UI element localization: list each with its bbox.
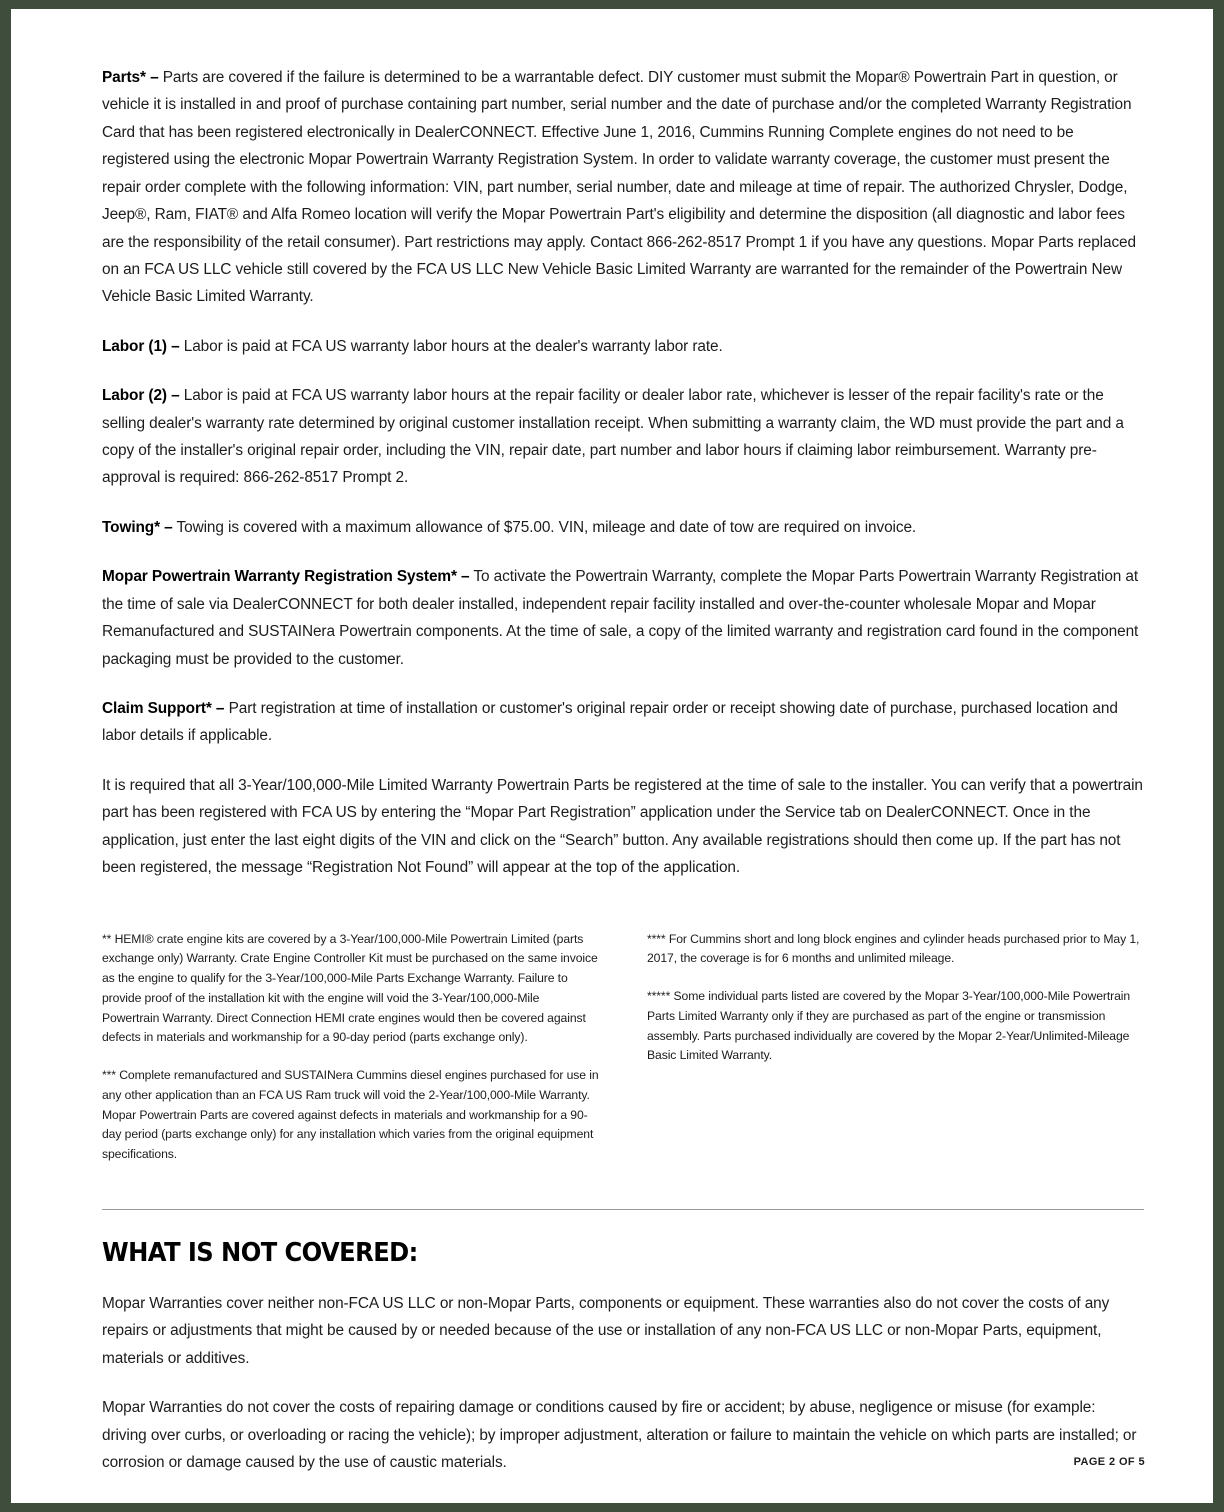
section-divider	[102, 1209, 1144, 1210]
page-content	[102, 64, 1144, 1499]
paragraph-body: It is required that all 3-Year/100,000-Mile Limited Warranty Powertrain Parts be registered at the time of sale to the installer. You can verify that a powertrain part has been registered with FCA US by entering the “Mopar Part Registration” application under the Service tab on DealerCONNECT. Once in the application, just enter the last eight digits of the VIN and click on the “Search” button. Any available registrations should then come up. If the part has not been registered, the message “Registration Not Found” will appear at the top of the application.	[102, 776, 1143, 877]
footnote-item: *** Complete remanufactured and SUSTAINera Cummins diesel engines purchased for use in any other application than an FCA US Ram truck will void the 2-Year/100,000-Mile Warranty. Mopar Powertrain Parts are covered against defects in materials and workmanship for a 90-day period (parts exchange only) for any installation which varies from the original equipment specifications.	[102, 1068, 599, 1162]
footnotes	[102, 930, 1144, 1183]
footnotes-right-column	[647, 930, 1144, 1183]
paragraph-lead: Labor (2) –	[102, 387, 180, 405]
paragraph-labor-2	[102, 382, 1144, 492]
footnotes-left-column	[102, 930, 599, 1183]
paragraph-body: Labor is paid at FCA US warranty labor hours at the repair facility or dealer labor rate, whichever is lesser of the repair facility's rate or the selling dealer's warranty rate determined by original customer installation receipt. When submitting a warranty claim, the WD must provide the part and a copy of the installer's original repair order, including the VIN, repair date, part number and labor hours if claiming labor reimbursement. Warranty pre-approval is required: 866-262-8517 Prompt 2.	[102, 387, 1124, 487]
paragraph-not-covered-1: Mopar Warranties cover neither non-FCA US LLC or non-Mopar Parts, components or equipment. These warranties also do not cover the costs of any repairs or adjustments that might be caused by or needed because of the use or installation of any non-FCA US LLC or non-Mopar Parts, equipment, materials or additives.	[102, 1294, 1110, 1367]
paragraph-lead: Towing* –	[102, 518, 173, 536]
footnote-item: **** For Cummins short and long block engines and cylinder heads purchased prior to May 1, 2017, the coverage is for 6 months and unlimited mileage.	[647, 931, 1140, 966]
paragraph-lead: Parts* –	[102, 69, 159, 86]
paragraph-body: Towing is covered with a maximum allowance of $75.00. VIN, mileage and date of tow are required on invoice.	[172, 518, 917, 536]
paragraph-parts	[102, 64, 1144, 311]
paragraph-not-covered-2: Mopar Warranties do not cover the costs of repairing damage or conditions caused by fire or accident; by abuse, negligence or misuse (for example: driving over curbs, or overloading or racing the vehicle); by improper adjustment, alteration or failure to maintain the vehicle on which parts are installed; or corrosion or damage caused by the use of caustic materials.	[102, 1399, 1137, 1472]
section-heading-not-covered: WHAT IS NOT COVERED:	[102, 1237, 418, 1268]
paragraph-body: Labor is paid at FCA US warranty labor hours at the dealer's warranty labor rate.	[179, 337, 723, 355]
paragraph-body: To activate the Powertrain Warranty, complete the Mopar Parts Powertrain Warranty Registration at the time of sale via DealerCONNECT for both dealer installed, independent repair facility installed and over-the-counter wholesale Mopar and Mopar Remanufactured and SUSTAINera Powertrain components. At the time of sale, a copy of the limited warranty and registration card found in the component packaging must be provided to the customer.	[102, 568, 1139, 668]
paragraph-lead: Mopar Powertrain Warranty Registration System* –	[102, 568, 470, 586]
paragraph-body: Parts are covered if the failure is determined to be a warrantable defect. DIY customer must submit the Mopar® Powertrain Part in question, or vehicle it is installed in and proof of purchase containing part number, serial number and the date of purchase and/or the completed Warranty Registration Card that has been registered electronically in DealerCONNECT. Effective June 1, 2016, Cummins Running Complete engines do not need to be registered using the electronic Mopar Powertrain Warranty Registration System. In order to validate warranty coverage, the customer must present the repair order complete with the following information: VIN, part number, serial number, date and mileage at time of repair. The authorized Chrysler, Dodge, Jeep®, Ram, FIAT® and Alfa Romeo location will verify the Mopar Powertrain Part's eligibility and determine the disposition (all diagnostic and labor fees are the responsibility of the retail consumer). Part restrictions may apply. Contact 866-262-8517 Prompt 1 if you have any questions. Mopar Parts replaced on an FCA US LLC vehicle still covered by the FCA US LLC New Vehicle Basic Limited Warranty are warranted for the remainder of the Powertrain New Vehicle Basic Limited Warranty.	[102, 69, 1136, 306]
paragraph-lead: Claim Support* –	[102, 700, 225, 718]
paragraph-registration-instructions	[102, 772, 1144, 882]
footnote-item: ** HEMI® crate engine kits are covered by a 3-Year/100,000-Mile Powertrain Limited (parts exchange only) Warranty. Crate Engine Controller Kit must be purchased on the same invoice as the engine to qualify for the 3-Year/100,000-Mile Parts Exchange Warranty. Failure to provide proof of the installation kit with the engine will void the 3-Year/100,000-Mile Powertrain Warranty. Direct Connection HEMI crate engines would then be covered against defects in materials and workmanship for a 90-day period (parts exchange only).	[102, 931, 598, 1045]
paragraph-claim-support	[102, 695, 1144, 750]
page-number: PAGE 2 OF 5	[1073, 1456, 1145, 1468]
paragraph-lead: Labor (1) –	[102, 337, 180, 355]
document-page	[11, 9, 1213, 1503]
paragraph-body: Part registration at time of installation or customer's original repair order or receipt showing date of purchase, purchased location and labor details if applicable.	[102, 700, 1118, 745]
paragraph-labor-1	[102, 333, 1144, 360]
footnote-item: ***** Some individual parts listed are covered by the Mopar 3-Year/100,000-Mile Powertrain Parts Limited Warranty only if they are purchased as part of the engine or transmission assembly. Parts purchased individually are covered by the Mopar 2-Year/Unlimited-Mileage Basic Limited Warranty.	[647, 989, 1131, 1063]
paragraph-towing	[102, 514, 1144, 541]
paragraph-registration-system	[102, 563, 1144, 673]
